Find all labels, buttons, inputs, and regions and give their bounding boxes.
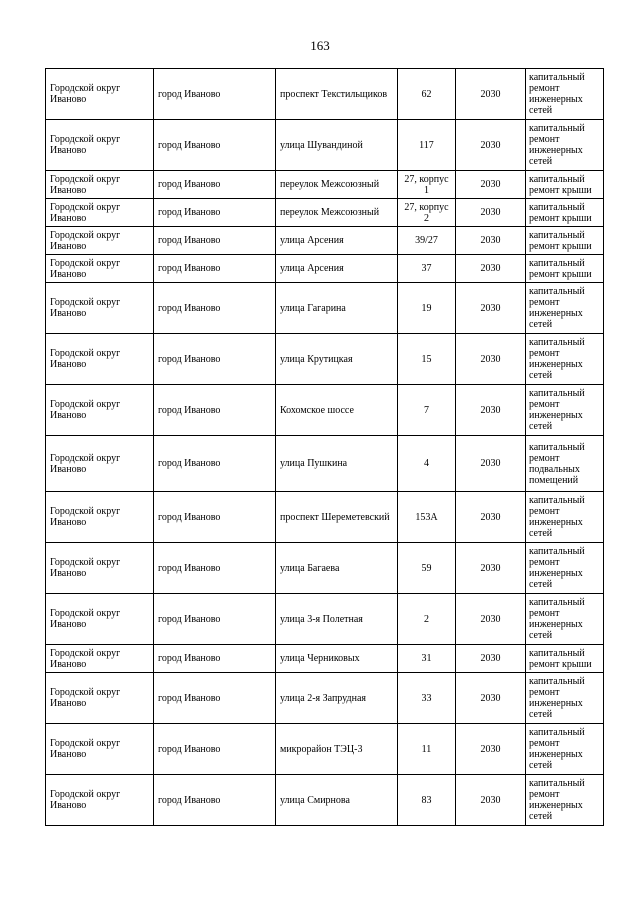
street-cell: улица 2-я Запрудная (276, 673, 398, 724)
settlement-cell: город Иваново (154, 227, 276, 255)
table-row (46, 69, 604, 120)
work-type-cell: капитальный ремонт крыши (526, 171, 604, 199)
house-cell: 19 (398, 283, 456, 334)
settlement-cell: город Иваново (154, 775, 276, 826)
table-row (46, 199, 604, 227)
street-cell: улица Арсения (276, 255, 398, 283)
house-cell: 153А (398, 492, 456, 543)
work-type-cell: капитальный ремонт инженерных сетей (526, 492, 604, 543)
settlement-cell: город Иваново (154, 724, 276, 775)
table-row (46, 283, 604, 334)
settlement-cell: город Иваново (154, 385, 276, 436)
house-cell: 62 (398, 69, 456, 120)
work-type-cell: капитальный ремонт инженерных сетей (526, 775, 604, 826)
settlement-cell: город Иваново (154, 594, 276, 645)
municipality-cell: Городской округ Иваново (46, 543, 154, 594)
house-cell: 27, корпус 2 (398, 199, 456, 227)
year-cell: 2030 (456, 436, 526, 492)
municipality-cell: Городской округ Иваново (46, 594, 154, 645)
house-cell: 59 (398, 543, 456, 594)
street-cell: улица Пушкина (276, 436, 398, 492)
municipality-cell: Городской округ Иваново (46, 673, 154, 724)
house-cell: 27, корпус 1 (398, 171, 456, 199)
settlement-cell: город Иваново (154, 171, 276, 199)
settlement-cell: город Иваново (154, 199, 276, 227)
house-cell: 33 (398, 673, 456, 724)
table-row (46, 255, 604, 283)
municipality-cell: Городской округ Иваново (46, 171, 154, 199)
street-cell: Кохомское шоссе (276, 385, 398, 436)
street-cell: улица Гагарина (276, 283, 398, 334)
year-cell: 2030 (456, 283, 526, 334)
house-cell: 39/27 (398, 227, 456, 255)
municipality-cell: Городской округ Иваново (46, 775, 154, 826)
municipality-cell: Городской округ Иваново (46, 385, 154, 436)
year-cell: 2030 (456, 543, 526, 594)
house-cell: 37 (398, 255, 456, 283)
street-cell: улица 3-я Полетная (276, 594, 398, 645)
table-row (46, 775, 604, 826)
settlement-cell: город Иваново (154, 436, 276, 492)
table-row (46, 724, 604, 775)
settlement-cell: город Иваново (154, 645, 276, 673)
year-cell: 2030 (456, 171, 526, 199)
year-cell: 2030 (456, 334, 526, 385)
table-row (46, 645, 604, 673)
settlement-cell: город Иваново (154, 283, 276, 334)
settlement-cell: город Иваново (154, 69, 276, 120)
municipality-cell: Городской округ Иваново (46, 69, 154, 120)
table-row (46, 492, 604, 543)
year-cell: 2030 (456, 255, 526, 283)
municipality-cell: Городской округ Иваново (46, 255, 154, 283)
municipality-cell: Городской округ Иваново (46, 334, 154, 385)
year-cell: 2030 (456, 724, 526, 775)
municipality-cell: Городской округ Иваново (46, 120, 154, 171)
municipality-cell: Городской округ Иваново (46, 199, 154, 227)
house-cell: 4 (398, 436, 456, 492)
house-cell: 117 (398, 120, 456, 171)
table-row (46, 334, 604, 385)
municipality-cell: Городской округ Иваново (46, 227, 154, 255)
work-type-cell: капитальный ремонт инженерных сетей (526, 283, 604, 334)
year-cell: 2030 (456, 120, 526, 171)
work-type-cell: капитальный ремонт крыши (526, 645, 604, 673)
street-cell: улица Черниковых (276, 645, 398, 673)
work-type-cell: капитальный ремонт крыши (526, 227, 604, 255)
year-cell: 2030 (456, 385, 526, 436)
work-type-cell: капитальный ремонт инженерных сетей (526, 594, 604, 645)
table-row (46, 594, 604, 645)
settlement-cell: город Иваново (154, 492, 276, 543)
street-cell: микрорайон ТЭЦ-3 (276, 724, 398, 775)
table-row (46, 436, 604, 492)
street-cell: улица Арсения (276, 227, 398, 255)
year-cell: 2030 (456, 227, 526, 255)
year-cell: 2030 (456, 775, 526, 826)
table-row (46, 385, 604, 436)
street-cell: улица Крутицкая (276, 334, 398, 385)
work-type-cell: капитальный ремонт инженерных сетей (526, 334, 604, 385)
work-type-cell: капитальный ремонт крыши (526, 255, 604, 283)
municipality-cell: Городской округ Иваново (46, 645, 154, 673)
year-cell: 2030 (456, 645, 526, 673)
work-type-cell: капитальный ремонт инженерных сетей (526, 120, 604, 171)
work-type-cell: капитальный ремонт крыши (526, 199, 604, 227)
house-cell: 83 (398, 775, 456, 826)
table-row (46, 543, 604, 594)
work-type-cell: капитальный ремонт инженерных сетей (526, 724, 604, 775)
settlement-cell: город Иваново (154, 673, 276, 724)
municipality-cell: Городской округ Иваново (46, 492, 154, 543)
year-cell: 2030 (456, 69, 526, 120)
table-row (46, 171, 604, 199)
house-cell: 15 (398, 334, 456, 385)
street-cell: проспект Текстильщиков (276, 69, 398, 120)
table-row (46, 227, 604, 255)
street-cell: улица Смирнова (276, 775, 398, 826)
municipality-cell: Городской округ Иваново (46, 724, 154, 775)
repair-schedule-table (45, 68, 604, 826)
year-cell: 2030 (456, 594, 526, 645)
table-row (46, 120, 604, 171)
work-type-cell: капитальный ремонт инженерных сетей (526, 385, 604, 436)
year-cell: 2030 (456, 673, 526, 724)
street-cell: переулок Межсоюзный (276, 171, 398, 199)
house-cell: 2 (398, 594, 456, 645)
work-type-cell: капитальный ремонт инженерных сетей (526, 69, 604, 120)
work-type-cell: капитальный ремонт инженерных сетей (526, 673, 604, 724)
year-cell: 2030 (456, 492, 526, 543)
work-type-cell: капитальный ремонт инженерных сетей (526, 543, 604, 594)
table-row (46, 673, 604, 724)
municipality-cell: Городской округ Иваново (46, 283, 154, 334)
work-type-cell: капитальный ремонт подвальных помещений (526, 436, 604, 492)
house-cell: 11 (398, 724, 456, 775)
house-cell: 31 (398, 645, 456, 673)
page-number: 163 (310, 38, 330, 53)
settlement-cell: город Иваново (154, 543, 276, 594)
settlement-cell: город Иваново (154, 255, 276, 283)
settlement-cell: город Иваново (154, 334, 276, 385)
street-cell: улица Багаева (276, 543, 398, 594)
municipality-cell: Городской округ Иваново (46, 436, 154, 492)
street-cell: улица Шувандиной (276, 120, 398, 171)
settlement-cell: город Иваново (154, 120, 276, 171)
street-cell: переулок Межсоюзный (276, 199, 398, 227)
year-cell: 2030 (456, 199, 526, 227)
house-cell: 7 (398, 385, 456, 436)
street-cell: проспект Шереметевский (276, 492, 398, 543)
